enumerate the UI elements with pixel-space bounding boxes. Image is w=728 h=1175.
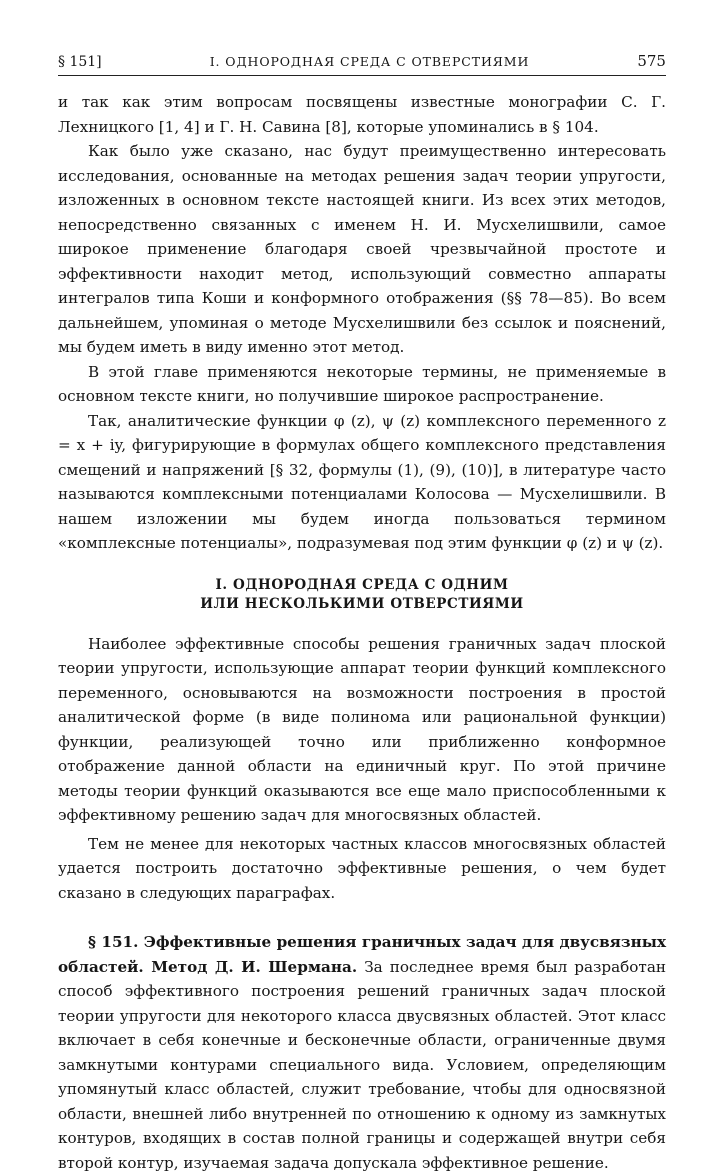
header-section-ref: § 151] <box>58 54 102 70</box>
page-number: 575 <box>637 52 666 70</box>
paragraph-effective-methods: Наиболее эффективные способы решения граничных задач плоской теории упругости, использующие аппарат теории функций комплексного переменного, основываются на возможности построения в простой аналитической форме (в виде полинома или рациональной функции) функции, реализующей точно или приближенно конформное отображение данной области на единичный круг. По этой причине методы теории функций оказываются все еще мало приспособленными к эффективному решению задач для многосвязных областей. <box>58 634 666 824</box>
chapter-heading-line2: ИЛИ НЕСКОЛЬКИМИ ОТВЕРСТИЯМИ <box>200 595 524 612</box>
header-running-title: I. ОДНОРОДНАЯ СРЕДА С ОТВЕРСТИЯМИ <box>209 54 530 69</box>
paragraph-continued: и так как этим вопросам посвящены известные монографии С. Г. Лехницкого [1, 4] и Г. Н. Савина [8], которые упоминались в § 104. <box>58 93 666 136</box>
section-title: § 151. Эффективные решения граничных задач для двусвязных областей. Метод Д. И. Шермана. <box>58 933 666 976</box>
running-header <box>58 52 666 76</box>
section-paragraph <box>58 930 666 1175</box>
section-body: За последнее время был разработан способ эффективного построения решений граничных задач плоской теории упругости для некоторого класса двусвязных областей. Этот класс включает в себя конечные и бесконечные области, ограниченные двумя замкнутыми контурами специального вида. Условием, определяющим упомянутый класс областей, служит требование, чтобы для односвязной области, внешней либо внутренней по отношению к одному из замкнутых контуров, входящих в состав полной границы и содержащей внутри себя второй контур, изучаемая задача допускала эффективное решение. <box>58 957 667 1172</box>
chapter-heading-line1: I. ОДНОРОДНАЯ СРЕДА С ОДНИМ <box>215 576 509 593</box>
paragraph-multiply-connected: Тем не менее для некоторых частных классов многосвязных областей удается построить достаточно эффективные решения, о чем будет сказано в следующих параграфах. <box>58 834 666 902</box>
paragraph-methods: Как было уже сказано, нас будут преимущественно интересовать исследования, основанные на методах решения задач теории упругости, изложенных в основном тексте настоящей книги. Из всех этих методов, непосредственно связанных с именем Н. И. Мусхелишвили, самое широкое применение благодаря своей чрезвычайной простоте и эффективности находит метод, использующий совместно аппараты интегралов типа Коши и конформного отображения (§§ 78—85). Во всем дальнейшем, упоминая о методе Мусхелишвили без ссылок и пояснений, мы будем иметь в виду именно этот метод. <box>58 142 666 356</box>
paragraph-potentials: Так, аналитические функции φ (z), ψ (z) комплексного переменного z = x + iy, фигурирующие в формулах общего комплексного представления смещений и напряжений [§ 32, формулы (1), (9), (10)], в литературе часто называются комплексными потенциалами Колосова — Мусхелишвили. В нашем изложении мы будем иногда пользоваться термином «комплексные потенциалы», подразумевая под этим функции φ (z) и ψ (z). <box>58 411 666 552</box>
chapter-heading <box>58 576 666 614</box>
book-page <box>58 52 666 1175</box>
paragraph-terms: В этой главе применяются некоторые термины, не применяемые в основном тексте книги, но получившие широкое распространение. <box>58 362 666 405</box>
